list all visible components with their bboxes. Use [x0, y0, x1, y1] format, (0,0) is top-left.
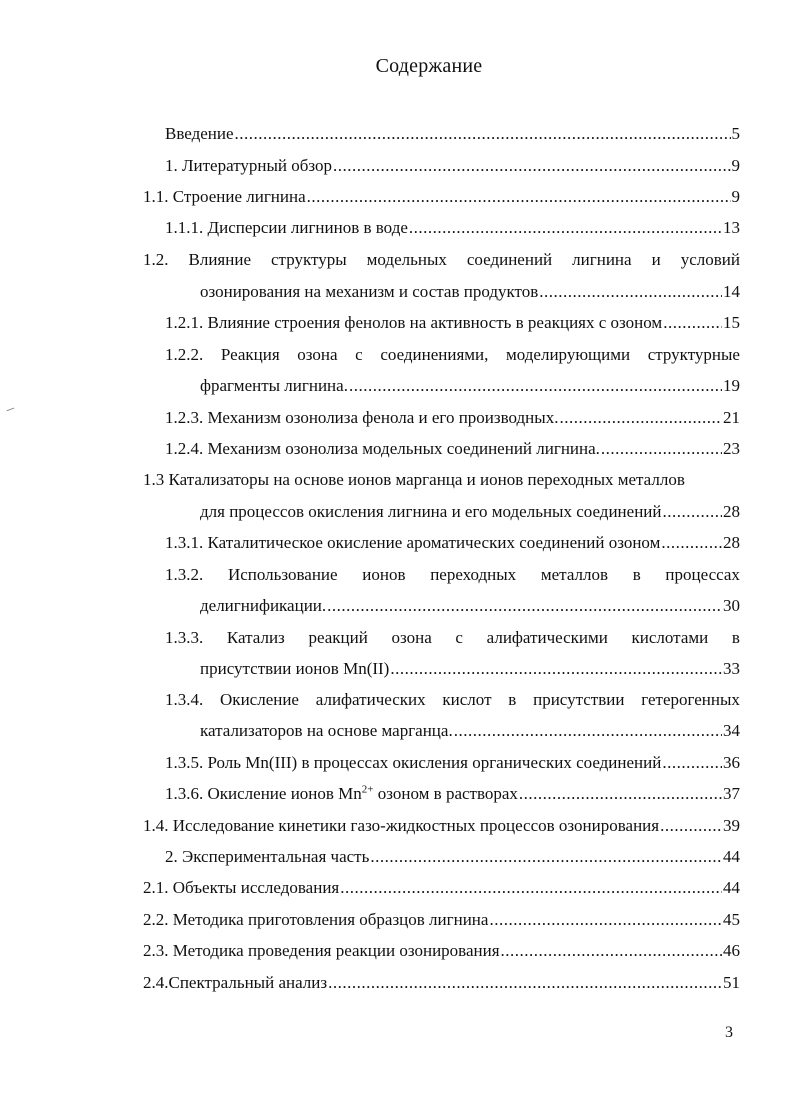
word: Влияние [188, 250, 251, 269]
word: 1.2. [143, 250, 169, 269]
word: 1.3.2. [165, 565, 204, 584]
toc-entry-2-3[interactable] [143, 939, 740, 963]
word: структурные [647, 345, 740, 364]
word: лигнина [572, 250, 632, 269]
word: моделирующими [506, 345, 631, 364]
toc-page-number: 9 [731, 187, 740, 206]
word: кислот [442, 690, 492, 709]
word: соединениями, [380, 345, 489, 364]
leader-dots [601, 437, 722, 461]
word: соединений [466, 250, 553, 269]
toc-page-number: 44 [723, 847, 740, 866]
page-title: Содержание [375, 55, 483, 77]
word: в [731, 628, 740, 647]
leader-dots [519, 782, 722, 806]
toc-entry-chapter-1[interactable] [165, 154, 740, 178]
word: кислотами [631, 628, 709, 647]
toc-page-number: 14 [723, 282, 740, 301]
toc-entry-chapter-2[interactable] [165, 845, 740, 869]
toc-page-number: 9 [731, 156, 740, 175]
toc-entry-title: 2. Экспериментальная часть [165, 847, 370, 866]
toc-entry-1-3-2-line1[interactable] [165, 563, 740, 587]
toc-page-number: 28 [723, 533, 740, 552]
word: с [355, 345, 363, 364]
toc-entry-1-3-6[interactable] [165, 782, 740, 806]
word: Использование [227, 565, 338, 584]
toc-entry-title: 1.2.3. Механизм озонолиза фенола и его производных. [165, 408, 559, 427]
leader-dots [370, 845, 722, 869]
leader-dots [454, 719, 722, 743]
toc-page-number: 19 [723, 376, 740, 395]
leader-dots [663, 311, 722, 335]
toc-entry-1-2-4[interactable] [165, 437, 740, 461]
toc-entry-title [165, 782, 518, 806]
toc-entry-title: 2.4.Спектральный анализ [143, 973, 328, 992]
toc-entry-title: 2.3. Методика проведения реакции озонирования [143, 941, 500, 960]
toc-entry-title: 2.2. Методика приготовления образцов лигнина [143, 910, 489, 929]
word: в [508, 690, 517, 709]
toc-entry-1-3-4-line1[interactable] [165, 688, 740, 712]
toc-page-number: 23 [723, 439, 740, 458]
leader-dots [661, 531, 722, 555]
leader-dots [663, 500, 723, 524]
word: алифатических [315, 690, 426, 709]
toc-entry-intro[interactable] [165, 122, 740, 146]
toc-entry-2-1[interactable] [143, 876, 740, 900]
word: процессах [665, 565, 740, 584]
toc-entry-title: 1.3 Катализаторы на основе ионов марганца и ионов переходных металлов [143, 470, 685, 489]
leader-dots [349, 374, 722, 398]
toc-page-number: 13 [723, 218, 740, 237]
word: 1.3.4. [165, 690, 204, 709]
toc-page-number: 51 [723, 973, 740, 992]
toc-entry-title: 1.2.4. Механизм озонолиза модельных соединений лигнина. [165, 439, 600, 458]
toc-entry-1-2-line2[interactable] [200, 280, 740, 304]
toc-entry-title: для процессов окисления лигнина и его модельных соединений [200, 502, 662, 521]
toc-entry-1-3-5[interactable] [165, 751, 740, 775]
leader-dots [662, 751, 722, 775]
word: реакций [308, 628, 368, 647]
word: условий [680, 250, 740, 269]
toc-entry-title: 1.1. Строение лигнина [143, 187, 306, 206]
toc-entry-title: Введение [165, 124, 234, 143]
superscript-charge: 2+ [361, 783, 374, 796]
toc-entry-1-3-3-line1[interactable] [165, 626, 740, 650]
title-part: озоном в растворах [373, 784, 518, 803]
toc-page-number: 36 [723, 753, 740, 772]
toc-page-number: 44 [723, 878, 740, 897]
leader-dots [307, 185, 731, 209]
toc-page-number: 37 [723, 784, 740, 803]
page-number: 3 [725, 1024, 733, 1041]
leader-dots [660, 814, 722, 838]
toc-page-number: 30 [723, 596, 740, 615]
toc-entry-title: катализаторов на основе марганца. [200, 721, 453, 740]
word: алифатическими [486, 628, 608, 647]
word: в [632, 565, 641, 584]
word: Окисление [220, 690, 299, 709]
word: металлов [540, 565, 609, 584]
toc-entry-1-2-3[interactable] [165, 406, 740, 430]
leader-dots [539, 280, 722, 304]
leader-dots [327, 594, 722, 618]
leader-dots [559, 406, 722, 430]
toc-page-number: 46 [723, 941, 740, 960]
word: 1.3.3. [165, 628, 204, 647]
toc-entry-title: присутствии ионов Mn(II) [200, 659, 390, 678]
toc-entry-1-3-2-line2[interactable] [200, 594, 740, 618]
leader-dots [340, 876, 722, 900]
toc-entry-2-2[interactable] [143, 908, 740, 932]
toc-entry-1-2-2-line2[interactable] [200, 374, 740, 398]
toc-entry-title: 1.2.1. Влияние строения фенолов на активность в реакциях с озоном [165, 313, 663, 332]
toc-entry-title: 1.3.1. Каталитическое окисление ароматических соединений озоном [165, 533, 661, 552]
toc-entry-1-3-line1[interactable] [143, 468, 740, 492]
margin-mark [6, 406, 15, 412]
toc-entry-2-4[interactable] [143, 971, 740, 995]
word: озона [297, 345, 338, 364]
leader-dots [235, 122, 731, 146]
word: переходных [430, 565, 517, 584]
word: присутствии [533, 690, 625, 709]
toc-entry-1-4[interactable] [143, 814, 740, 838]
toc-entry-1-3-4-line2[interactable] [200, 719, 740, 743]
toc-entry-title: фрагменты лигнина. [200, 376, 348, 395]
word: Реакция [220, 345, 280, 364]
toc-entry-1-3-3-line2[interactable] [200, 657, 740, 681]
title-part: 1.3.6. Окисление ионов Mn [165, 784, 362, 803]
toc-entry-1-1[interactable] [143, 185, 740, 209]
leader-dots [489, 908, 722, 932]
toc-page-number: 21 [723, 408, 740, 427]
word: Катализ [226, 628, 285, 647]
leader-dots [328, 971, 722, 995]
toc-entry-title: делигнификации. [200, 596, 327, 615]
toc-page-number: 33 [723, 659, 740, 678]
word: гетерогенных [641, 690, 740, 709]
leader-dots [409, 216, 722, 240]
toc-page-number: 15 [723, 313, 740, 332]
toc-entry-title: 1.4. Исследование кинетики газо-жидкостных процессов озонирования [143, 816, 660, 835]
leader-dots [390, 657, 722, 681]
leader-dots [333, 154, 730, 178]
toc-entry-title: 2.1. Объекты исследования [143, 878, 340, 897]
toc-entry-title: 1.3.5. Роль Mn(III) в процессах окисления органических соединений [165, 753, 662, 772]
toc-entry-1-2-line1[interactable] [143, 248, 740, 272]
word: структуры [271, 250, 347, 269]
toc-entry-1-2-2-line1[interactable] [165, 343, 740, 367]
toc-page-number: 45 [723, 910, 740, 929]
word: 1.2.2. [165, 345, 204, 364]
toc-entry-1-1-1[interactable] [165, 216, 740, 240]
word: модельных [366, 250, 447, 269]
leader-dots [501, 939, 722, 963]
toc-page-number: 28 [723, 502, 740, 521]
toc-entry-1-3-line2[interactable] [200, 500, 740, 524]
toc-entry-1-3-1[interactable] [165, 531, 740, 555]
word: озона [391, 628, 432, 647]
toc-entry-title: 1. Литературный обзор [165, 156, 333, 175]
toc-entry-title: озонирования на механизм и состав продуктов [200, 282, 539, 301]
toc-page-number: 34 [723, 721, 740, 740]
toc-page-number: 5 [731, 124, 740, 143]
word: и [651, 250, 661, 269]
word: ионов [362, 565, 406, 584]
word: с [455, 628, 463, 647]
toc-entry-title: 1.1.1. Дисперсии лигнинов в воде [165, 218, 408, 237]
toc-entry-1-2-1[interactable] [165, 311, 740, 335]
toc-page-number: 39 [723, 816, 740, 835]
